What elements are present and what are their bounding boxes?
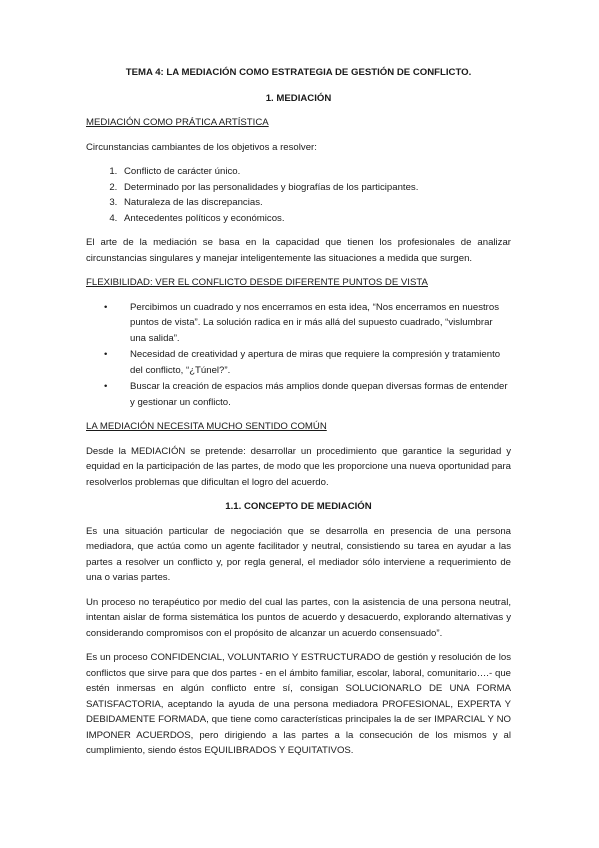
paragraph-concepto-2: Un proceso no terapéutico por medio del cual las partes, con la asistencia de una persona neutral, intentan aislar de forma sistemática los puntos de acuerdo y desacuerdo, explorando alternativas y considerando compromisos con el propósito de alcanzar un acuerdo consensuado”.: [86, 596, 511, 639]
list-item: 1. Conflicto de carácter único.: [120, 164, 511, 180]
subheading-flexibilidad: FLEXIBILIDAD: VER EL CONFLICTO DESDE DIFERENTE PUNTOS DE VISTA: [86, 277, 428, 288]
paragraph-concepto-3: Es un proceso CONFIDENCIAL, VOLUNTARIO Y ESTRUCTURADO de gestión y resolución de los conflictos que sirve para que dos partes - en el ámbito familiar, escolar, laboral, comunitario….- que estén inmersas en algún conflicto entre sí, consigan SOLUCIONARLO DE UNA FORMA SATISFACTORIA, aceptando la ayuda de una persona mediadora PROFESIONAL, EXPERTA Y DEBIDAMENTE FORMADA, que tiene como características principales la de ser IMPARCIAL Y NO IMPONER ACUERDOS, pero dirigiendo a las partes a la consecución de los mismos y al cumplimiento, siendo éstos EQUILIBRADOS Y EQUITATIVOS.: [86, 652, 511, 756]
list-item-text: Necesidad de creatividad y apertura de miras que requiere la compresión y tratamiento del conflicto, “¿Túnel?”.: [130, 349, 501, 376]
list-item: [104, 347, 511, 378]
bullet-icon: •: [104, 349, 108, 360]
paragraph-concepto-1: Es una situación particular de negociación que se desarrolla en presencia de una persona mediadora, que actúa como un agente facilitador y neutral, consistiendo su tarea en ayudar a las partes a resolver un conflicto y, por regla general, el mediador sólo interviene a requerimiento de una o varias partes.: [86, 525, 511, 583]
bullet-list: [86, 300, 511, 411]
section-heading-concepto: 1.1. CONCEPTO DE MEDIACIÓN: [225, 501, 372, 512]
subheading-practica-artistica: MEDIACIÓN COMO PRÁTICA ARTÍSTICA: [86, 117, 269, 128]
list-item-text: Buscar la creación de espacios más amplios donde quepan diversas formas de entender y gestionar un conflicto.: [130, 381, 508, 408]
section-heading-mediacion: 1. MEDIACIÓN: [265, 92, 332, 104]
intro-text: Circunstancias cambiantes de los objetivos a resolver:: [86, 141, 317, 153]
list-item: [104, 300, 511, 347]
document-title: TEMA 4: LA MEDIACIÓN COMO ESTRATEGIA DE GESTIÓN DE CONFLICTO.: [125, 67, 472, 78]
paragraph-desde: Desde la MEDIACIÓN se pretende: desarrollar un procedimiento que garantice la seguridad y equidad en la participación de las partes, de modo que les proporcione una nueva oportunidad para resolverlos problemas que dificultan el logro del acuerdo.: [86, 445, 511, 488]
list-item: 4. Antecedentes políticos y económicos.: [120, 211, 511, 227]
list-item: 3. Naturaleza de las discrepancias.: [120, 195, 511, 211]
list-item: [104, 379, 511, 410]
paragraph-arte: El arte de la mediación se basa en la capacidad que tienen los profesionales de analizar circunstancias singulares y manejar inteligentemente las situaciones a medida que surgen.: [86, 237, 511, 264]
numbered-list: [86, 164, 511, 226]
list-item: 2. Determinado por las personalidades y biografías de los participantes.: [120, 180, 511, 196]
bullet-icon: •: [104, 301, 108, 313]
list-item-text: Percibimos un cuadrado y nos encerramos en esta idea, “Nos encerramos en nuestros puntos de vista”. La solución radica en ir más allá del supuesto cuadrado, “vislumbrar una salida”.: [130, 301, 500, 344]
subheading-sentido-comun: LA MEDIACIÓN NECESITA MUCHO SENTIDO COMÚN: [86, 421, 327, 432]
bullet-icon: •: [104, 381, 108, 392]
